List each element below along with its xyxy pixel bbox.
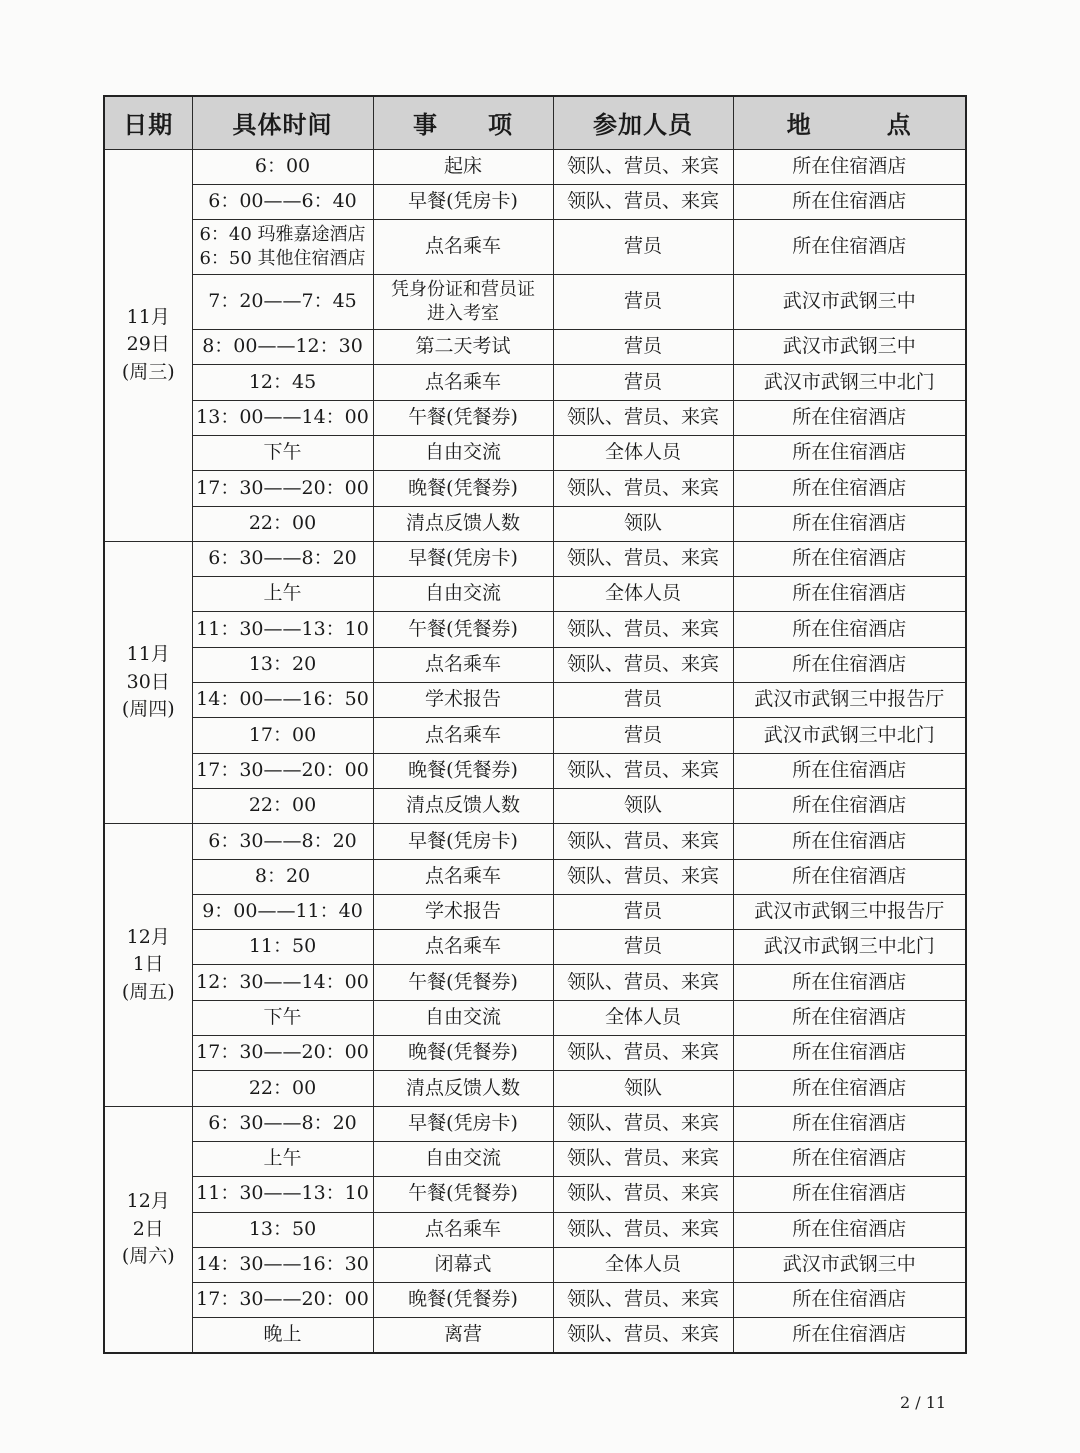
table-row [104, 365, 966, 400]
time-cell [192, 1071, 373, 1106]
table-row [104, 541, 966, 576]
item-text: 点名乘车 [424, 935, 501, 958]
item-cell [373, 220, 553, 275]
time-cell [192, 753, 373, 788]
people-cell: 全体人员 [553, 435, 733, 470]
time-text: 13：00——14：00 [196, 405, 369, 428]
time-cell [192, 577, 373, 612]
time-text: 下午 [263, 1006, 302, 1028]
header-people: 参加人员 [553, 96, 733, 149]
place-cell: 武汉市武钢三中报告厅 [733, 894, 966, 929]
item-text: 午餐(凭餐券) [408, 970, 518, 993]
time-text: 17：30——20：00 [196, 1288, 369, 1311]
table-row [104, 718, 966, 753]
place-cell: 所在住宿酒店 [733, 506, 966, 541]
table-row [104, 1141, 966, 1176]
item-text: 点名乘车 [424, 1217, 501, 1240]
place-cell: 武汉市武钢三中 [733, 330, 966, 365]
place-cell: 所在住宿酒店 [733, 184, 966, 219]
place-cell: 所在住宿酒店 [733, 1283, 966, 1318]
item-text: 午餐(凭餐券) [408, 405, 518, 428]
time-text: 11：30——13：10 [196, 1182, 369, 1205]
item-cell [373, 1071, 553, 1106]
place-cell: 所在住宿酒店 [733, 471, 966, 506]
table-row [104, 435, 966, 470]
people-cell: 营员 [553, 930, 733, 965]
table-row [104, 149, 966, 184]
people-cell: 领队、营员、来宾 [553, 1318, 733, 1353]
table-row [104, 824, 966, 859]
time-text: 13：20 [248, 653, 317, 676]
item-text: 清点反馈人数 [405, 1076, 520, 1099]
item-cell [373, 184, 553, 219]
table-row [104, 859, 966, 894]
time-cell [192, 1318, 373, 1353]
table-row [104, 577, 966, 612]
time-cell [192, 184, 373, 219]
item-text: 起床 [443, 154, 482, 177]
item-text: 自由交流 [424, 441, 501, 464]
people-cell: 领队、营员、来宾 [553, 400, 733, 435]
item-cell [373, 894, 553, 929]
time-cell [192, 718, 373, 753]
item-text: 学术报告 [424, 688, 501, 711]
item-cell [373, 1318, 553, 1353]
table-row [104, 647, 966, 682]
item-text: 自由交流 [424, 1147, 501, 1170]
date-line: (周五) [121, 980, 175, 1003]
place-cell: 武汉市武钢三中报告厅 [733, 683, 966, 718]
item-text: 早餐(凭房卡) [408, 829, 518, 852]
time-text: 14：30——16：30 [196, 1253, 369, 1276]
place-cell: 所在住宿酒店 [733, 149, 966, 184]
people-cell: 领队 [553, 788, 733, 823]
time-cell [192, 400, 373, 435]
header-date: 日期 [104, 96, 192, 149]
place-cell: 所在住宿酒店 [733, 400, 966, 435]
time-text: 17：00 [248, 723, 317, 746]
item-text: 晚餐(凭餐券) [408, 1041, 518, 1064]
time-cell [192, 471, 373, 506]
item-cell [373, 647, 553, 682]
time-cell [192, 1177, 373, 1212]
time-text: 11：30——13：10 [196, 617, 369, 640]
time-cell [192, 965, 373, 1000]
header-time: 具体时间 [192, 96, 373, 149]
table-row [104, 1212, 966, 1247]
item-cell [373, 1212, 553, 1247]
item-text: 午餐(凭餐券) [408, 617, 518, 640]
place-cell: 所在住宿酒店 [733, 1318, 966, 1353]
header-item: 事 项 [373, 96, 553, 149]
people-cell: 领队、营员、来宾 [553, 541, 733, 576]
time-cell [192, 149, 373, 184]
place-cell: 所在住宿酒店 [733, 1036, 966, 1071]
item-text: 闭幕式 [434, 1253, 492, 1276]
people-cell: 营员 [553, 275, 733, 330]
time-cell [192, 541, 373, 576]
item-text: 早餐(凭房卡) [408, 547, 518, 570]
time-cell [192, 435, 373, 470]
time-text: 11：50 [248, 935, 317, 958]
date-line: 1日 [132, 953, 164, 976]
time-cell [192, 647, 373, 682]
time-text: 9：00——11：40 [202, 900, 363, 923]
date-line: 12月 [126, 1190, 170, 1213]
time-text: 22：00 [248, 1076, 317, 1099]
date-line: (周六) [121, 1245, 175, 1268]
schedule-table [103, 95, 967, 1354]
item-cell [373, 930, 553, 965]
time-cell [192, 1283, 373, 1318]
place-cell: 所在住宿酒店 [733, 435, 966, 470]
item-text: 点名乘车 [424, 235, 501, 258]
item-cell [373, 275, 553, 330]
table-row [104, 400, 966, 435]
item-cell [373, 753, 553, 788]
item-cell [373, 471, 553, 506]
time-text: 12：30——14：00 [196, 970, 369, 993]
item-cell [373, 612, 553, 647]
time-cell [192, 1106, 373, 1141]
time-text: 22：00 [248, 511, 317, 534]
place-cell: 所在住宿酒店 [733, 965, 966, 1000]
item-cell [373, 1177, 553, 1212]
table-row [104, 788, 966, 823]
place-cell: 所在住宿酒店 [733, 1071, 966, 1106]
table-row [104, 1177, 966, 1212]
time-cell [192, 275, 373, 330]
time-cell [192, 824, 373, 859]
item-text: 早餐(凭房卡) [408, 190, 518, 213]
item-text: 进入考室 [427, 303, 499, 325]
place-cell: 所在住宿酒店 [733, 1000, 966, 1035]
item-cell [373, 824, 553, 859]
people-cell: 营员 [553, 220, 733, 275]
place-cell: 所在住宿酒店 [733, 1141, 966, 1176]
time-cell [192, 788, 373, 823]
people-cell: 领队、营员、来宾 [553, 824, 733, 859]
place-cell: 武汉市武钢三中北门 [733, 930, 966, 965]
people-cell: 领队、营员、来宾 [553, 965, 733, 1000]
time-cell [192, 894, 373, 929]
people-cell: 领队 [553, 1071, 733, 1106]
time-text: 晚上 [263, 1323, 302, 1346]
item-cell [373, 683, 553, 718]
time-cell [192, 220, 373, 275]
time-text: 17：30——20：00 [196, 758, 369, 781]
people-cell: 领队、营员、来宾 [553, 612, 733, 647]
date-line: (周三) [121, 360, 175, 383]
people-cell: 领队、营员、来宾 [553, 1177, 733, 1212]
place-cell: 所在住宿酒店 [733, 1106, 966, 1141]
time-cell [192, 1141, 373, 1176]
place-cell: 所在住宿酒店 [733, 824, 966, 859]
people-cell: 营员 [553, 683, 733, 718]
place-cell: 所在住宿酒店 [733, 612, 966, 647]
time-cell [192, 330, 373, 365]
people-cell: 领队、营员、来宾 [553, 1141, 733, 1176]
header-place: 地 点 [733, 96, 966, 149]
date-cell [104, 149, 192, 541]
date-line: 11月 [126, 305, 170, 328]
people-cell: 领队、营员、来宾 [553, 647, 733, 682]
time-cell [192, 683, 373, 718]
item-text: 点名乘车 [424, 653, 501, 676]
item-text: 自由交流 [424, 1006, 501, 1028]
table-body [104, 149, 966, 1353]
item-text: 午餐(凭餐券) [408, 1182, 518, 1205]
table-row [104, 1071, 966, 1106]
table-row [104, 753, 966, 788]
time-text: 17：30——20：00 [196, 1041, 369, 1064]
time-text: 6：40 玛雅嘉途酒店 [199, 223, 366, 245]
people-cell: 全体人员 [553, 577, 733, 612]
time-cell [192, 1036, 373, 1071]
table-row [104, 184, 966, 219]
people-cell: 领队 [553, 506, 733, 541]
time-text: 上午 [263, 1147, 302, 1170]
time-text: 14：00——16：50 [196, 688, 369, 711]
item-cell [373, 859, 553, 894]
item-cell [373, 718, 553, 753]
place-cell: 所在住宿酒店 [733, 220, 966, 275]
item-text: 离营 [443, 1323, 482, 1346]
place-cell: 武汉市武钢三中北门 [733, 718, 966, 753]
place-cell: 武汉市武钢三中 [733, 1247, 966, 1282]
item-text: 早餐(凭房卡) [408, 1111, 518, 1134]
page-number: 2 / 11 [900, 1393, 947, 1412]
date-cell [104, 1106, 192, 1353]
people-cell: 营员 [553, 365, 733, 400]
item-text: 点名乘车 [424, 370, 501, 393]
item-cell [373, 541, 553, 576]
place-cell: 所在住宿酒店 [733, 753, 966, 788]
table-row [104, 1000, 966, 1035]
time-cell [192, 1247, 373, 1282]
people-cell: 营员 [553, 894, 733, 929]
people-cell: 领队、营员、来宾 [553, 184, 733, 219]
item-text: 晚餐(凭餐券) [408, 758, 518, 781]
item-cell [373, 330, 553, 365]
time-text: 6：50 其他住宿酒店 [199, 248, 366, 270]
people-cell: 领队、营员、来宾 [553, 1036, 733, 1071]
time-text: 7：20——7：45 [208, 290, 357, 313]
date-line: 11月 [126, 643, 170, 666]
time-text: 6：30——8：20 [208, 547, 357, 570]
place-cell: 所在住宿酒店 [733, 577, 966, 612]
table-row [104, 683, 966, 718]
place-cell: 所在住宿酒店 [733, 541, 966, 576]
time-text: 下午 [263, 441, 302, 464]
table-row [104, 930, 966, 965]
time-cell [192, 1212, 373, 1247]
time-cell [192, 930, 373, 965]
item-cell [373, 435, 553, 470]
place-cell: 所在住宿酒店 [733, 859, 966, 894]
table-row [104, 330, 966, 365]
item-cell [373, 965, 553, 1000]
date-line: 29日 [126, 333, 170, 356]
table-row [104, 506, 966, 541]
people-cell: 全体人员 [553, 1247, 733, 1282]
people-cell: 领队、营员、来宾 [553, 1212, 733, 1247]
table-row [104, 894, 966, 929]
date-cell [104, 541, 192, 823]
time-text: 8：20 [254, 864, 311, 887]
people-cell: 领队、营员、来宾 [553, 859, 733, 894]
item-cell [373, 577, 553, 612]
item-text: 点名乘车 [424, 864, 501, 887]
time-text: 6：00 [254, 154, 311, 177]
place-cell: 所在住宿酒店 [733, 647, 966, 682]
table-row [104, 275, 966, 330]
header-row [104, 96, 966, 149]
item-text: 清点反馈人数 [405, 794, 520, 817]
table-row [104, 1036, 966, 1071]
table-row [104, 1318, 966, 1353]
time-text: 13：50 [248, 1217, 317, 1240]
people-cell: 领队、营员、来宾 [553, 149, 733, 184]
date-cell [104, 824, 192, 1106]
item-cell [373, 1000, 553, 1035]
date-line: (周四) [121, 698, 175, 721]
time-text: 6：00——6：40 [208, 190, 357, 213]
time-cell [192, 612, 373, 647]
item-text: 点名乘车 [424, 723, 501, 746]
people-cell: 营员 [553, 330, 733, 365]
item-text: 晚餐(凭餐券) [408, 1288, 518, 1311]
item-cell [373, 149, 553, 184]
item-text: 凭身份证和营员证 [391, 278, 535, 300]
item-cell [373, 400, 553, 435]
item-text: 清点反馈人数 [405, 511, 520, 534]
item-cell [373, 1106, 553, 1141]
item-cell [373, 1283, 553, 1318]
time-text: 6：30——8：20 [208, 829, 357, 852]
place-cell: 武汉市武钢三中北门 [733, 365, 966, 400]
table-row [104, 612, 966, 647]
table-header [104, 96, 966, 149]
place-cell: 所在住宿酒店 [733, 788, 966, 823]
item-text: 晚餐(凭餐券) [408, 476, 518, 499]
table-row [104, 1283, 966, 1318]
item-cell [373, 365, 553, 400]
table-row [104, 1247, 966, 1282]
time-cell [192, 1000, 373, 1035]
time-text: 6：30——8：20 [208, 1111, 357, 1134]
table-row [104, 471, 966, 506]
item-cell [373, 1036, 553, 1071]
table-row [104, 1106, 966, 1141]
date-line: 30日 [126, 670, 170, 693]
item-text: 自由交流 [424, 582, 501, 605]
people-cell: 全体人员 [553, 1000, 733, 1035]
people-cell: 营员 [553, 718, 733, 753]
table-row [104, 965, 966, 1000]
item-cell [373, 1141, 553, 1176]
time-text: 12：45 [248, 370, 317, 393]
place-cell: 所在住宿酒店 [733, 1212, 966, 1247]
table-row [104, 220, 966, 275]
time-cell [192, 365, 373, 400]
time-text: 8：00——12：30 [202, 335, 363, 358]
item-text: 学术报告 [424, 900, 501, 923]
place-cell: 武汉市武钢三中 [733, 275, 966, 330]
place-cell: 所在住宿酒店 [733, 1177, 966, 1212]
time-cell [192, 506, 373, 541]
people-cell: 领队、营员、来宾 [553, 1283, 733, 1318]
time-text: 17：30——20：00 [196, 476, 369, 499]
item-text: 第二天考试 [415, 335, 511, 358]
time-text: 22：00 [248, 794, 317, 817]
people-cell: 领队、营员、来宾 [553, 471, 733, 506]
date-line: 2日 [132, 1217, 164, 1240]
people-cell: 领队、营员、来宾 [553, 753, 733, 788]
item-cell [373, 506, 553, 541]
date-line: 12月 [126, 925, 170, 948]
item-cell [373, 1247, 553, 1282]
item-cell [373, 788, 553, 823]
people-cell: 领队、营员、来宾 [553, 1106, 733, 1141]
time-text: 上午 [263, 582, 302, 605]
time-cell [192, 859, 373, 894]
